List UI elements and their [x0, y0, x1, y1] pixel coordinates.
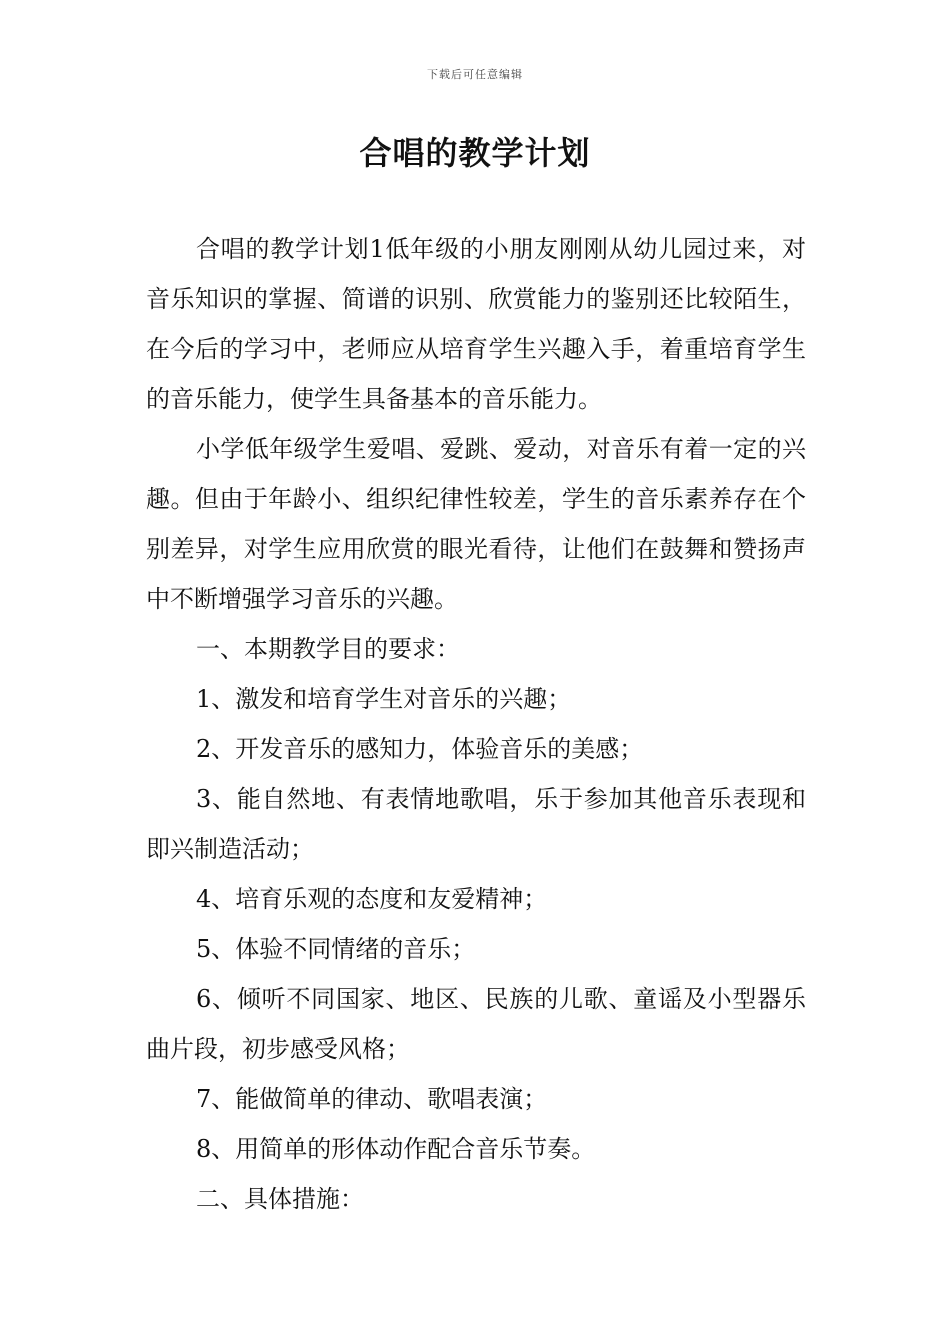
goal-item-4: 4、培育乐观的态度和友爱精神；: [196, 885, 548, 913]
goal-item-2: 2、开发音乐的感知力，体验音乐的美感；: [196, 735, 644, 763]
goal-item-7: 7、能做简单的律动、歌唱表演；: [196, 1085, 548, 1113]
document-title: 合唱的教学计划: [359, 134, 591, 172]
goal-item-6: 6、倾听不同国家、地区、民族的儿歌、童谣及小型器乐曲片段，初步感受风格；: [146, 985, 806, 1063]
goal-item-1: 1、激发和培育学生对音乐的兴趣；: [196, 685, 572, 713]
paragraph-students: 小学低年级学生爱唱、爱跳、爱动，对音乐有着一定的兴趣。但由于年龄小、组织纪律性较差，学生的音乐素养存在个别差异，对学生应用欣赏的眼光看待，让他们在鼓舞和赞扬声中不断增强学习音乐的兴趣。: [146, 435, 806, 613]
document-body: [146, 224, 806, 1224]
goal-item-5: 5、体验不同情绪的音乐；: [196, 935, 476, 963]
section-heading-measures: 二、具体措施：: [196, 1185, 364, 1213]
paragraph-intro: 合唱的教学计划1低年级的小朋友刚刚从幼儿园过来，对音乐知识的掌握、简谱的识别、欣赏能力的鉴别还比较陌生，在今后的学习中，老师应从培育学生兴趣入手，着重培育学生的音乐能力，使学生具备基本的音乐能力。: [146, 235, 806, 413]
goal-item-3: 3、能自然地、有表情地歌唱，乐于参加其他音乐表现和即兴制造活动；: [146, 785, 806, 863]
goal-item-8: 8、用简单的形体动作配合音乐节奏。: [196, 1135, 596, 1163]
section-heading-goals: 一、本期教学目的要求：: [196, 635, 460, 663]
header-note: 下载后可任意编辑: [427, 68, 523, 81]
